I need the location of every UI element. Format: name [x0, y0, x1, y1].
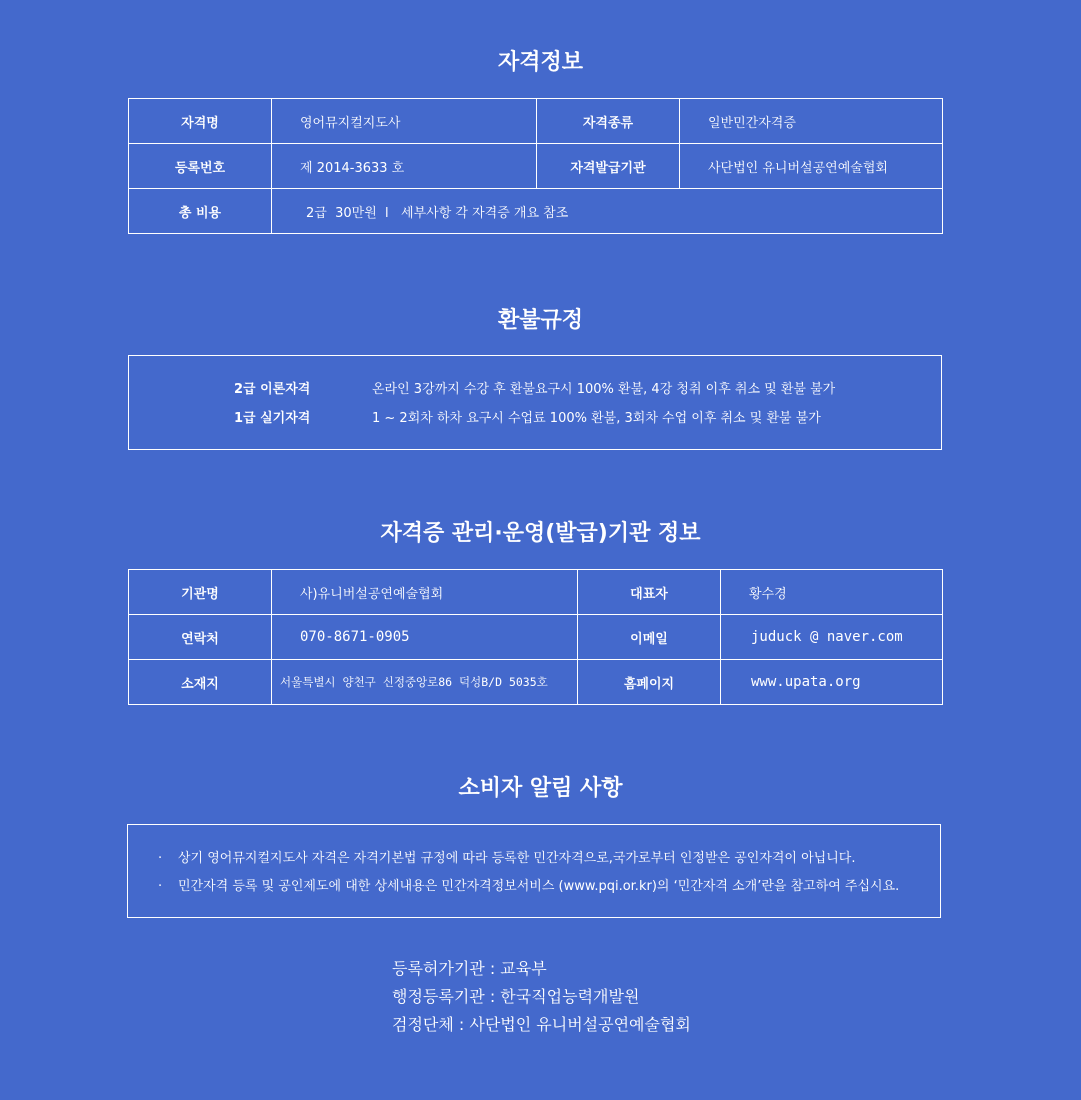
issuer-value: 사단법인 유니버설공연예술협회	[680, 144, 943, 189]
notice-box	[127, 824, 941, 918]
refund-item-label: 1급 실기자격	[234, 411, 311, 426]
org-name-label: 기관명	[129, 570, 272, 615]
cert-type-value: 일반민간자격증	[680, 99, 943, 144]
notice-title: 소비자 알림 사항	[458, 776, 623, 801]
cert-info-table	[128, 98, 943, 234]
phone-value: 070-8671-0905	[272, 615, 578, 660]
refund-title: 환불규정	[497, 308, 583, 333]
list-item	[158, 875, 899, 894]
homepage-label: 홈페이지	[578, 660, 721, 705]
homepage-link[interactable]: www.upata.org	[721, 660, 943, 705]
notice-text: 민간자격 등록 및 공인제도에 대한 상세내용은 민간자격정보서비스 (www.pqi.or.kr)의 ‘민간자격 소개’란을 참고하여 주십시요.	[178, 879, 900, 894]
phone-label: 연락처	[129, 615, 272, 660]
notice-text: 상기 영어뮤지컬지도사 자격은 자격기본법 규정에 따라 등록한 민간자격으로,국가로부터 인정받은 공인자격이 아닙니다.	[178, 851, 856, 866]
cert-type-label: 자격종류	[537, 99, 680, 144]
refund-item-text: 1 ~ 2회차 하차 요구시 수업료 100% 환불, 3회차 수업 이후 취소 및 환불 불가	[372, 411, 821, 426]
reg-number-value: 제 2014-3633 호	[272, 144, 537, 189]
footer-admin-registration: 행정등록기관 : 한국직업능력개발원	[392, 987, 640, 1006]
bullet-icon: ·	[158, 851, 163, 866]
refund-item-label: 2급 이론자격	[234, 382, 311, 397]
representative-label: 대표자	[578, 570, 721, 615]
representative-value: 황수경	[721, 570, 943, 615]
issuer-label: 자격발급기관	[537, 144, 680, 189]
table-row	[129, 99, 943, 144]
footer-registration-authority: 등록허가기관 : 교육부	[392, 959, 547, 978]
email-value: juduck @ naver.com	[721, 615, 943, 660]
refund-item-text: 온라인 3강까지 수강 후 환불요구시 100% 환불, 4강 청취 이후 취소 및 환불 불가	[372, 382, 836, 397]
table-row	[129, 615, 943, 660]
bullet-icon: ·	[158, 879, 163, 894]
cost-label: 총 비용	[129, 189, 272, 234]
org-name-value: 사)유니버설공연예술협회	[272, 570, 578, 615]
list-item	[158, 847, 856, 866]
reg-number-label: 등록번호	[129, 144, 272, 189]
address-label: 소재지	[129, 660, 272, 705]
table-row	[129, 660, 943, 705]
footer-exam-organization: 검정단체 : 사단법인 유니버설공연예술협회	[392, 1015, 691, 1034]
address-value: 서울특별시 양천구 신정중앙로86 덕성B/D 5035호	[272, 660, 578, 705]
cert-name-label: 자격명	[129, 99, 272, 144]
cost-value: 2급 30만원 l 세부사항 각 자격증 개요 참조	[272, 189, 943, 234]
email-label: 이메일	[578, 615, 721, 660]
cert-info-title: 자격정보	[497, 50, 583, 75]
refund-box	[128, 355, 942, 450]
table-row	[129, 144, 943, 189]
org-info-table	[128, 569, 943, 705]
cert-name-value: 영어뮤지컬지도사	[272, 99, 537, 144]
table-row	[129, 189, 943, 234]
org-info-title: 자격증 관리·운영(발급)기관 정보	[380, 521, 701, 546]
table-row	[129, 570, 943, 615]
